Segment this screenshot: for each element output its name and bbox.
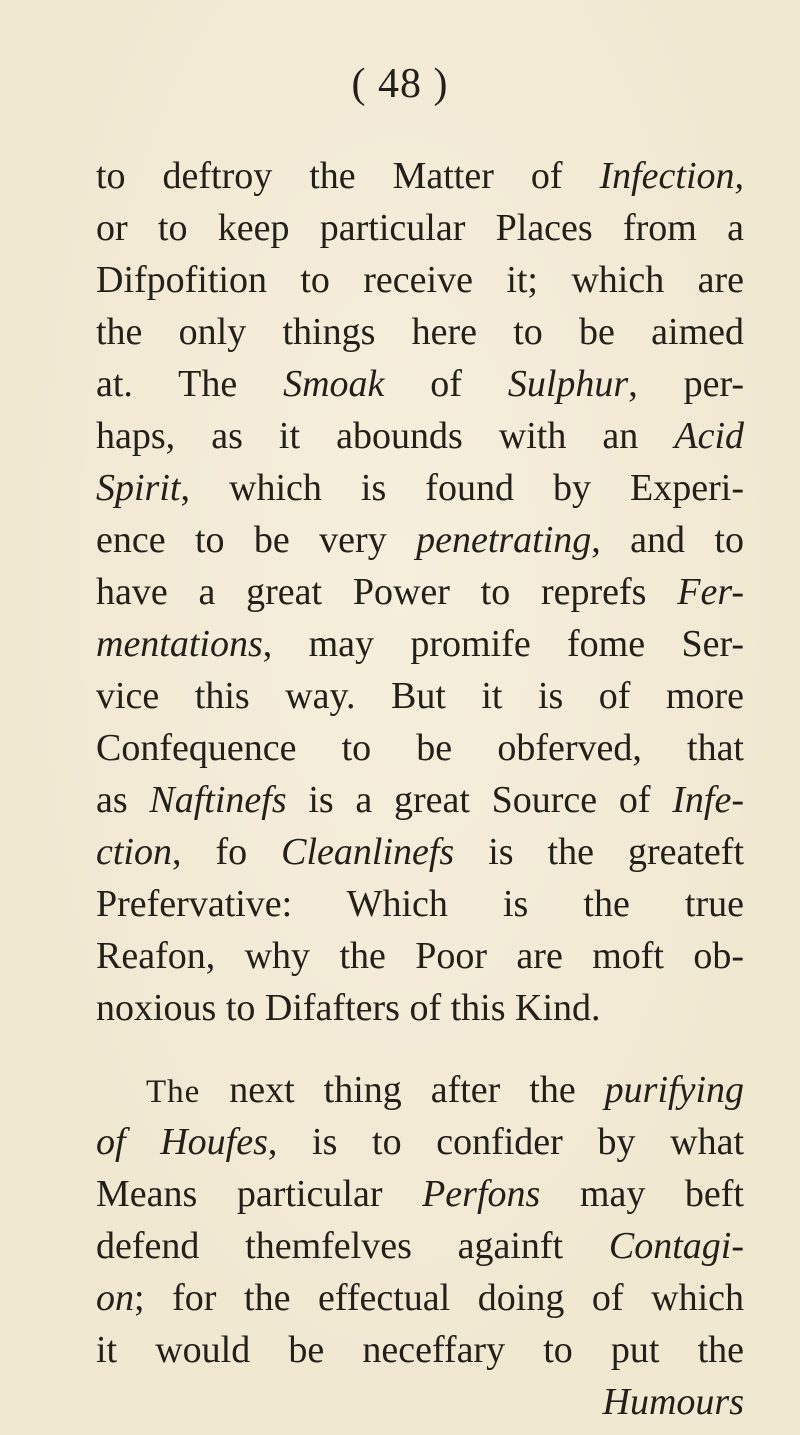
text-line-9: have a great Power to reprefs Fer- (96, 571, 744, 613)
text-line-12: Confequence to be obferved, that (96, 727, 744, 769)
text-line-7: Spirit, which is found by Experi- (96, 467, 744, 509)
text-line-8: ence to be very penetrating, and to (96, 519, 744, 561)
text-line-21: defend themfelves againft Contagi- (96, 1225, 744, 1267)
text-line-3: Difpofition to receive it; which are (96, 259, 744, 301)
text-line-13: as Naftinefs is a great Source of Infe- (96, 779, 744, 821)
text-line-2: or to keep particular Places from a (96, 207, 744, 249)
text-line-19: of Houfes, is to confider by what (96, 1121, 744, 1163)
text-line-22: on; for the effectual doing of which (96, 1277, 744, 1319)
catchword: Humours (602, 1381, 744, 1423)
text-line-23: it would be neceffary to put the (96, 1329, 744, 1371)
text-line-17: noxious to Difafters of this Kind. (96, 987, 601, 1029)
text-line-1: to deftroy the Matter of Infection, (96, 155, 744, 197)
text-line-10: mentations, may promife fome Ser- (96, 623, 744, 665)
text-line-5: at. The Smoak of Sulphur, per- (96, 363, 745, 405)
paragraph-start-line: The next thing after the purifying (146, 1069, 744, 1111)
text-line-6: haps, as it abounds with an Acid (96, 415, 744, 457)
page-number: ( 48 ) (351, 61, 449, 107)
text-line-4: the only things here to be aimed (96, 311, 744, 353)
text-line-11: vice this way. But it is of more (96, 675, 744, 717)
text-line-14: ction, fo Cleanlinefs is the greateft (96, 831, 744, 873)
text-line-16: Reafon, why the Poor are moft ob- (96, 935, 744, 977)
text-line-20: Means particular Perfons may beft (96, 1173, 744, 1215)
text-line-15: Prefervative: Which is the true (96, 883, 744, 925)
